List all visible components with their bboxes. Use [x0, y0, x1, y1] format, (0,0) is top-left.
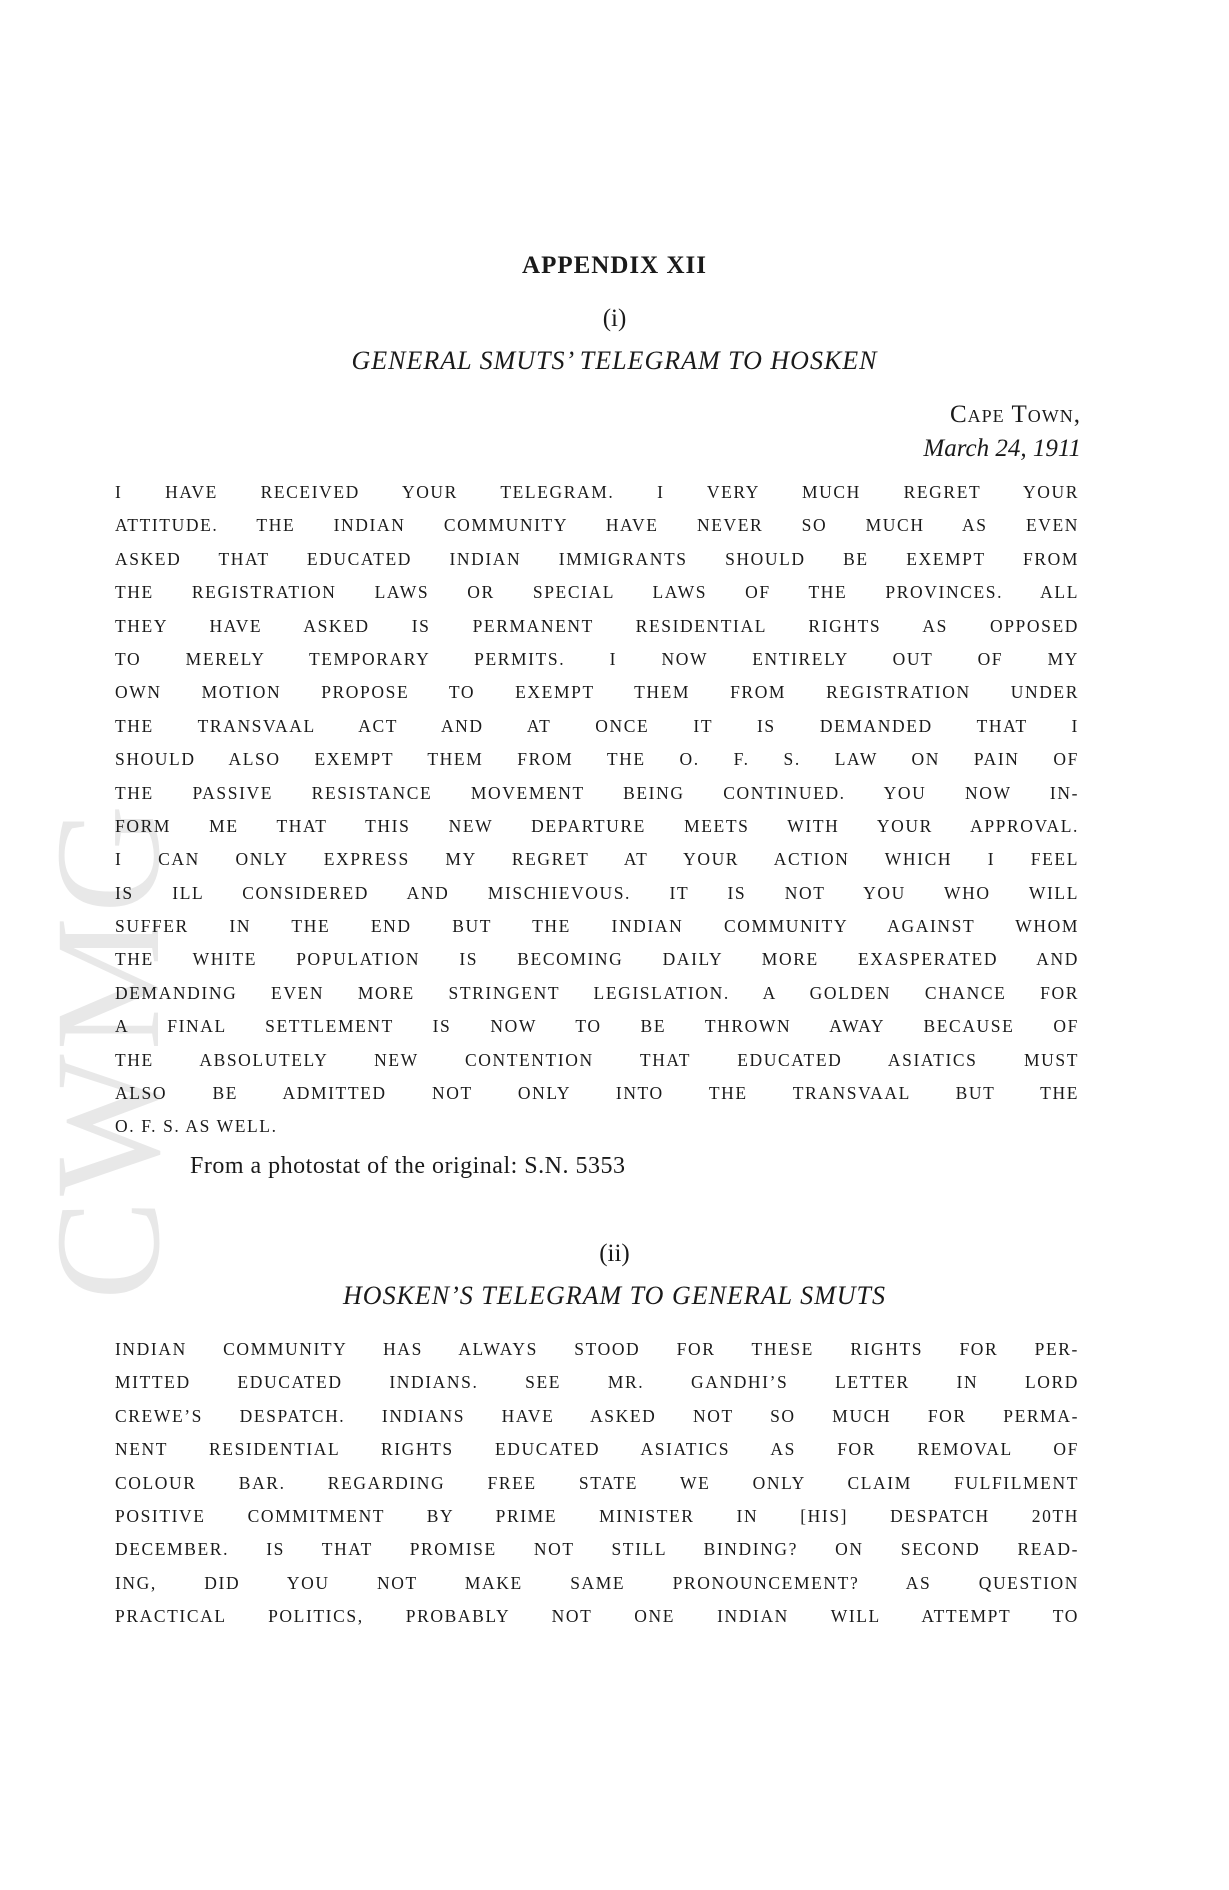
telegram-line: TO MERELY TEMPORARY PERMITS. I NOW ENTIRELY OUT OF MY — [115, 648, 1079, 669]
telegram-line: COLOUR BAR. REGARDING FREE STATE WE ONLY CLAIM FULFILMENT — [115, 1472, 1079, 1493]
telegram-line: THE REGISTRATION LAWS OR SPECIAL LAWS OF THE PROVINCES. ALL — [115, 582, 1079, 603]
telegram-line: IS ILL CONSIDERED AND MISCHIEVOUS. IT IS NOT YOU WHO WILL — [115, 882, 1079, 903]
telegram-line: O. F. S. AS WELL. — [115, 1116, 278, 1137]
source-note: From a photostat of the original: S.N. 5353 — [190, 1153, 626, 1179]
section-number-1: (i) — [602, 305, 627, 332]
telegram-line: SUFFER IN THE END BUT THE INDIAN COMMUNITY AGAINST WHOM — [115, 916, 1079, 937]
telegram-line: THE WHITE POPULATION IS BECOMING DAILY MORE EXASPERATED AND — [115, 949, 1079, 970]
telegram-body-2 — [115, 1333, 1079, 1634]
telegram-line: CREWE’S DESPATCH. INDIANS HAVE ASKED NOT SO MUCH FOR PERMA- — [115, 1405, 1079, 1426]
telegram-line: ING, DID YOU NOT MAKE SAME PRONOUNCEMENT? AS QUESTION — [115, 1572, 1079, 1593]
telegram-line: OWN MOTION PROPOSE TO EXEMPT THEM FROM REGISTRATION UNDER — [115, 682, 1079, 703]
telegram-line: THEY HAVE ASKED IS PERMANENT RESIDENTIAL RIGHTS AS OPPOSED — [115, 615, 1079, 636]
telegram-line: FORM ME THAT THIS NEW DEPARTURE MEETS WITH YOUR APPROVAL. — [115, 815, 1079, 836]
telegram-line: I HAVE RECEIVED YOUR TELEGRAM. I VERY MUCH REGRET YOUR — [115, 482, 1079, 502]
telegram-line: ASKED THAT EDUCATED INDIAN IMMIGRANTS SHOULD BE EXEMPT FROM — [115, 548, 1079, 569]
telegram-line: NENT RESIDENTIAL RIGHTS EDUCATED ASIATICS AS FOR REMOVAL OF — [115, 1439, 1079, 1460]
telegram-line: THE PASSIVE RESISTANCE MOVEMENT BEING CONTINUED. YOU NOW IN- — [115, 782, 1079, 803]
telegram-line: MITTED EDUCATED INDIANS. SEE MR. GANDHI’S LETTER IN LORD — [115, 1372, 1079, 1393]
telegram-line: THE TRANSVAAL ACT AND AT ONCE IT IS DEMANDED THAT I — [115, 715, 1079, 736]
section-number-2: (ii) — [599, 1240, 630, 1267]
appendix-title: APPENDIX XII — [522, 252, 707, 279]
telegram-line: DECEMBER. IS THAT PROMISE NOT STILL BINDING? ON SECOND READ- — [115, 1539, 1079, 1560]
dateline-date: March 24, 1911 — [923, 435, 1081, 462]
section-title-1: GENERAL SMUTS’ TELEGRAM TO HOSKEN — [351, 346, 878, 375]
telegram-line: INDIAN COMMUNITY HAS ALWAYS STOOD FOR THESE RIGHTS FOR PER- — [115, 1339, 1079, 1359]
telegram-line: DEMANDING EVEN MORE STRINGENT LEGISLATION. A GOLDEN CHANCE FOR — [115, 982, 1079, 1003]
telegram-line: I CAN ONLY EXPRESS MY REGRET AT YOUR ACTION WHICH I FEEL — [115, 849, 1079, 870]
telegram-body-1 — [115, 476, 1079, 1144]
telegram-line: THE ABSOLUTELY NEW CONTENTION THAT EDUCATED ASIATICS MUST — [115, 1049, 1079, 1070]
telegram-line: SHOULD ALSO EXEMPT THEM FROM THE O. F. S. LAW ON PAIN OF — [115, 749, 1079, 770]
dateline-place: Cape Town, — [950, 401, 1081, 428]
svg-text:CWMG: CWMG — [40, 800, 180, 1300]
telegram-line: ATTITUDE. THE INDIAN COMMUNITY HAVE NEVER SO MUCH AS EVEN — [115, 515, 1079, 536]
telegram-line: POSITIVE COMMITMENT BY PRIME MINISTER IN [HIS] DESPATCH 20TH — [115, 1505, 1079, 1526]
telegram-line: PRACTICAL POLITICS, PROBABLY NOT ONE INDIAN WILL ATTEMPT TO — [115, 1606, 1079, 1627]
telegram-line: ALSO BE ADMITTED NOT ONLY INTO THE TRANSVAAL BUT THE — [115, 1083, 1079, 1104]
telegram-line: A FINAL SETTLEMENT IS NOW TO BE THROWN AWAY BECAUSE OF — [115, 1016, 1079, 1037]
dateline — [923, 398, 1081, 466]
section-title-2: HOSKEN’S TELEGRAM TO GENERAL SMUTS — [343, 1281, 886, 1310]
